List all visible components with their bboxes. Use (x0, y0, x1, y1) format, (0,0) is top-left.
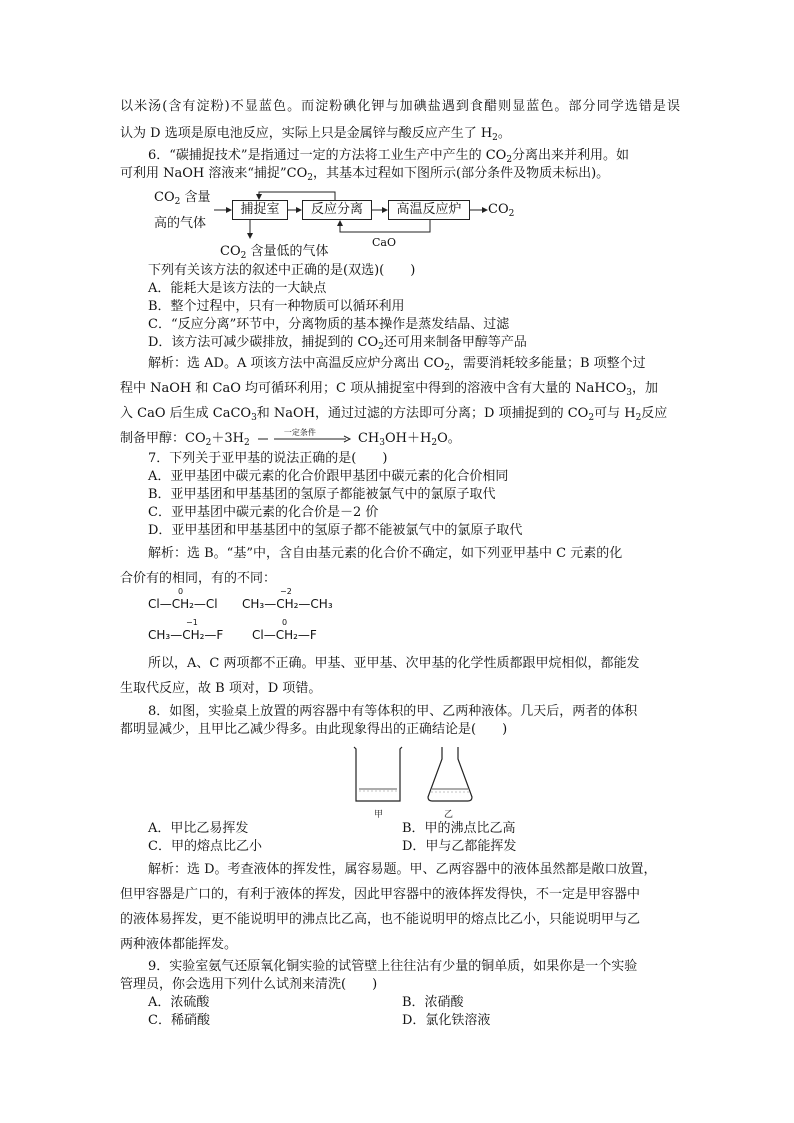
q9-option-c: C．稀硝酸 (148, 1013, 210, 1028)
q8-option-c: C．甲的熔点比乙小 (148, 839, 262, 854)
q7-option-b: B．亚甲基团和甲基基团的氢原子都能被氯气中的氯原子取代 (148, 487, 496, 502)
q6-answer-3: 入 CaO 后生成 CaCO$_3$和 NaOH，通过过滤的方法即可分离；D 项捕捉到的 $CO_2$可与 $H_2$反应 (120, 406, 668, 423)
q6-option-c: C．“反应分离”环节中，分离物质的基本操作是蒸发结晶、过滤 (148, 317, 510, 332)
diagram-input-line-1: $CO_2$ 含量 (154, 190, 211, 207)
q9-stem-2: 管理员，你会选用下列什么试剂来清洗( ) (120, 977, 378, 992)
q6-stem-2: 可利用 NaOH 溶液来“捕捉$”CO_2$，其基本过程如下图所示(部分条件及物质未标出)。 (120, 166, 610, 183)
q8-option-a: A．甲比乙易挥发 (148, 821, 249, 836)
formula-2-oxidation: −2 (280, 587, 292, 596)
label-jia: 甲 (374, 810, 384, 820)
q7-option-d: D．亚甲基团和甲基基团中的氢原子都不能被氯气中的氯原子取代 (148, 523, 523, 538)
q9-option-d: D．氯化铁溶液 (402, 1013, 491, 1028)
q6-stem-1: 6．“碳捕捉技术”是指通过一定的方法将工业生产中产生的 $CO_2$分离出来并利用。如 (148, 148, 630, 165)
containers-figure (350, 745, 490, 825)
q6-answer-1: 解析：选 AD。A 项该方法中高温反应炉分离出 $CO_2$，需要消耗较多能量；B 项整个过 (148, 356, 646, 373)
label-yi: 乙 (444, 810, 454, 820)
q6-answer-2: 程中 NaOH 和 CaO 均可循环利用；C 项从捕捉室中得到的溶液中含有大量的 NaHCO$_3$，加 (120, 381, 659, 398)
q6-prompt: 下列有关该方法的叙述中正确的是(双选)( ) (148, 263, 416, 278)
q7-stem: 7．下列关于亚甲基的说法正确的是( ) (148, 451, 388, 466)
diagram-bottom-output: $CO_2$ 含量低的气体 (220, 244, 329, 261)
q8-answer-2: 但甲容器是广口的，有利于液体的挥发，因此甲容器中的液体挥发得快，不一定是甲容器中 (120, 887, 641, 902)
q7-answer-2: 合价有的相同，有的不同： (120, 571, 277, 586)
reaction-arrow (256, 427, 352, 446)
diagram-loop-label: CaO (372, 236, 396, 249)
diagram-output: $CO_2$ (488, 202, 515, 219)
capture-chamber-box: 捕捉室 (232, 200, 288, 220)
q6-option-b: B．整个过程中，只有一种物质可以循环利用 (148, 299, 405, 314)
diagram-input-line-2: 高的气体 (154, 216, 207, 231)
reaction-arrow-line (256, 432, 352, 446)
q8-option-d: D．甲与乙都能挥发 (402, 839, 517, 854)
intro-line-1: 以米汤(含有淀粉)不显蓝色。而淀粉碘化钾与加碘盐遇到食醋则显蓝色。部分同学选错是误 (120, 99, 680, 114)
formula-4: 0 Cl—CH₂—F (252, 618, 317, 642)
q8-answer-3: 的液体易挥发，更不能说明甲的沸点比乙高，也不能说明甲的熔点比乙小，只能说明甲与乙 (120, 912, 641, 927)
q8-option-b: B．甲的沸点比乙高 (402, 821, 516, 836)
q7-option-c: C．亚甲基团中碳元素的化合价是－2 价 (148, 505, 379, 520)
formula-3-oxidation: −1 (186, 618, 198, 627)
intro-line-2: 认为 D 选项是原电池反应，实际上只是金属锌与酸反应产生了 $H_2$。 (120, 126, 511, 143)
q7-answer-4: 生取代反应，故 B 项对，D 项错。 (120, 681, 322, 696)
q8-stem-2: 都明显减少，且甲比乙减少得多。由此现象得出的正确结论是( ) (120, 722, 508, 737)
formula-4-oxidation: 0 (282, 618, 288, 627)
containers-drawing (350, 745, 490, 825)
process-diagram (150, 186, 530, 262)
q9-option-b: B．浓硝酸 (402, 995, 464, 1010)
formula-1: 0 Cl—CH₂—Cl (148, 587, 218, 611)
formula-1-oxidation: 0 (178, 587, 184, 596)
q7-answer-1: 解析：选 B。“基”中，含自由基元素的化合价不确定，如下列亚甲基中 C 元素的化 (148, 546, 623, 561)
q7-answer-3: 所以，A、C 两项都不正确。甲基、亚甲基、次甲基的化学性质都跟甲烷相似，都能发 (148, 656, 640, 671)
formula-3: −1 CH₃—CH₂—F (148, 618, 224, 642)
q8-answer-1: 解析：选 D。考查液体的挥发性，属容易题。甲、乙两容器中的液体虽然都是敞口放置， (148, 862, 657, 877)
q7-option-a: A．亚甲基团中碳元素的化合价跟甲基团中碳元素的化合价相同 (148, 469, 509, 484)
reaction-condition: 一定条件 (283, 427, 316, 437)
q9-option-a: A．浓硫酸 (148, 995, 210, 1010)
diagram-arrows (150, 186, 530, 262)
formula-2: −2 CH₃—CH₂—CH₃ (242, 587, 333, 611)
high-temp-furnace-box: 高温反应炉 (388, 200, 470, 220)
q6-option-d: D．该方法可减少碳排放，捕捉到的 $CO_2$还可用来制备甲醇等产品 (148, 335, 527, 352)
q6-answer-4: 制备甲醇：$CO_2+3H_2$ 一定条件 $CH_3OH+H_2O$。 (120, 430, 680, 448)
q6-option-a: A．能耗大是该方法的一大缺点 (148, 281, 327, 296)
reaction-separation-box: 反应分离 (302, 200, 372, 220)
q8-answer-4: 两种液体都能挥发。 (120, 937, 238, 952)
q9-stem-1: 9．实验室氨气还原氧化铜实验的试管壁上往往沾有少量的铜单质，如果你是一个实验 (148, 959, 638, 974)
q8-stem-1: 8．如图，实验桌上放置的两容器中有等体积的甲、乙两种液体。几天后，两者的体积 (148, 704, 638, 719)
